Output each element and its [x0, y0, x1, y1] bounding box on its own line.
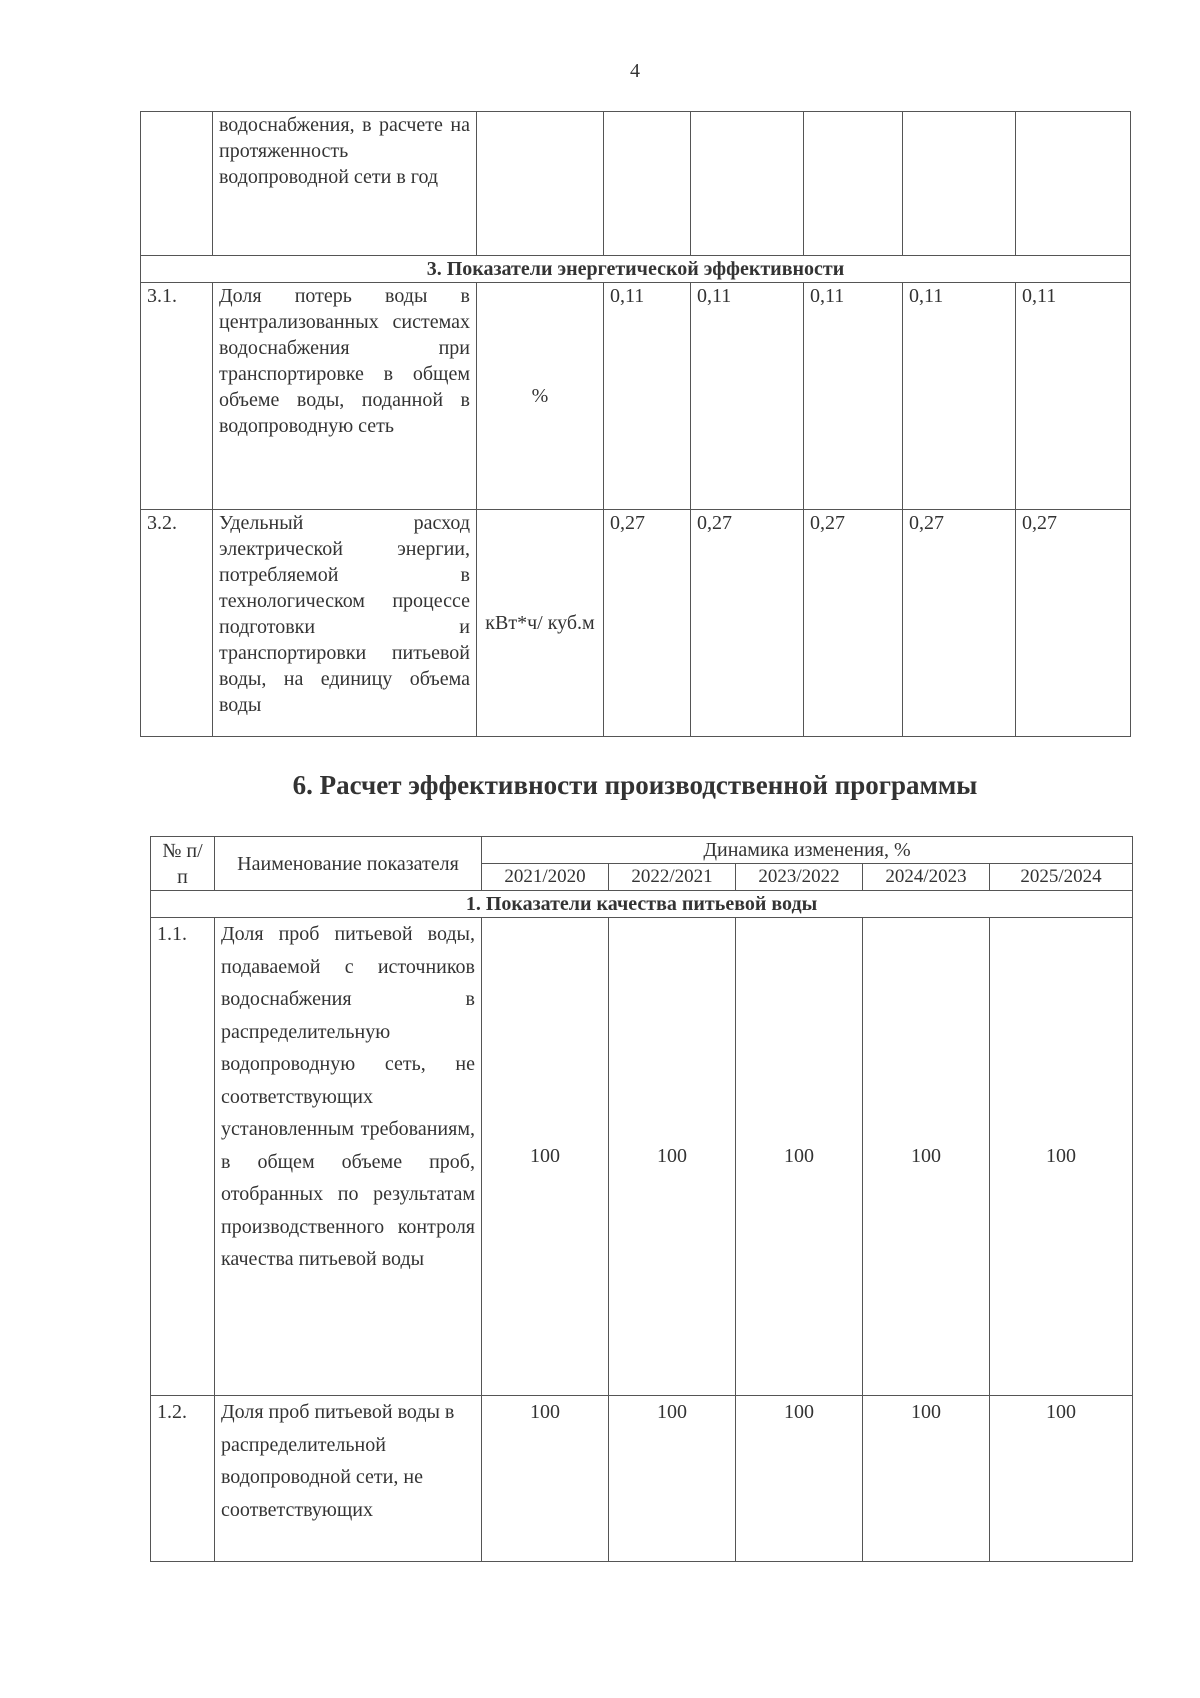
row-number: 3.1.	[141, 283, 213, 510]
row-number: 1.2.	[151, 1396, 215, 1562]
value-cell: 0,11	[804, 283, 903, 510]
table-row	[141, 112, 1131, 256]
table-row	[141, 283, 1131, 510]
section-row	[151, 891, 1133, 918]
value-cell: 0,27	[691, 510, 804, 737]
value-cell: 0,11	[604, 283, 691, 510]
section-title: 3. Показатели энергетической эффективности	[141, 256, 1131, 283]
header-year: 2022/2021	[609, 864, 736, 891]
value-cell: 100	[609, 1396, 736, 1562]
value-cell: 100	[609, 918, 736, 1396]
header-dynamics: Динамика изменения, %	[482, 837, 1133, 864]
energy-efficiency-table	[140, 111, 1131, 737]
value-cell: 0,27	[1016, 510, 1131, 737]
value-cell: 100	[482, 918, 609, 1396]
header-year: 2021/2020	[482, 864, 609, 891]
header-year: 2024/2023	[863, 864, 990, 891]
section-row	[141, 256, 1131, 283]
unit: %	[477, 283, 604, 510]
value-cell: 0,11	[1016, 283, 1131, 510]
section-title: 1. Показатели качества питьевой воды	[151, 891, 1133, 918]
value-cell: 0,11	[903, 283, 1016, 510]
table-row	[151, 918, 1133, 1396]
header-year: 2023/2022	[736, 864, 863, 891]
header-row	[151, 837, 1133, 864]
value-cell: 0,27	[804, 510, 903, 737]
header-name: Наименование показателя	[215, 837, 482, 891]
value-cell: 100	[736, 918, 863, 1396]
indicator-name: Доля потерь воды в централизованных системах водоснабжения при транспортировке в общем объеме воды, поданной в водопроводную сеть	[213, 283, 477, 510]
header-year: 2025/2024	[990, 864, 1133, 891]
indicator-name: Доля проб питьевой воды, подаваемой с источников водоснабжения в распределительную водопроводную сеть, не соответствующих установленным требованиям, в общем объеме проб, отобранных по результатам производственного контроля качества питьевой воды	[215, 918, 482, 1396]
value-cell: 100	[990, 918, 1133, 1396]
row-number: 1.1.	[151, 918, 215, 1396]
value-cell: 100	[863, 1396, 990, 1562]
value-cell: 0,11	[691, 283, 804, 510]
indicator-name: Доля проб питьевой воды в распределительной водопроводной сети, не соответствующих	[215, 1396, 482, 1562]
value-cell: 0,27	[604, 510, 691, 737]
value-cell: 100	[990, 1396, 1133, 1562]
value-cell: 100	[482, 1396, 609, 1562]
header-num: № п/п	[151, 837, 215, 891]
efficiency-calculation-table	[150, 836, 1133, 1562]
value-cell: 100	[736, 1396, 863, 1562]
value-cell: 100	[863, 918, 990, 1396]
table-row	[151, 1396, 1133, 1562]
page-number: 4	[630, 60, 640, 82]
table-row	[141, 510, 1131, 737]
row-number: 3.2.	[141, 510, 213, 737]
value-cell: 0,27	[903, 510, 1016, 737]
unit: кВт*ч/ куб.м	[477, 510, 604, 737]
indicator-name: водоснабжения, в расчете на протяженность водопроводной сети в год	[213, 112, 477, 256]
indicator-name: Удельный расход электрической энергии, потребляемой в технологическом процессе подготовки и транспортировки питьевой воды, на единицу объема воды	[213, 510, 477, 737]
section-heading: 6. Расчет эффективности производственной программы	[292, 770, 978, 800]
